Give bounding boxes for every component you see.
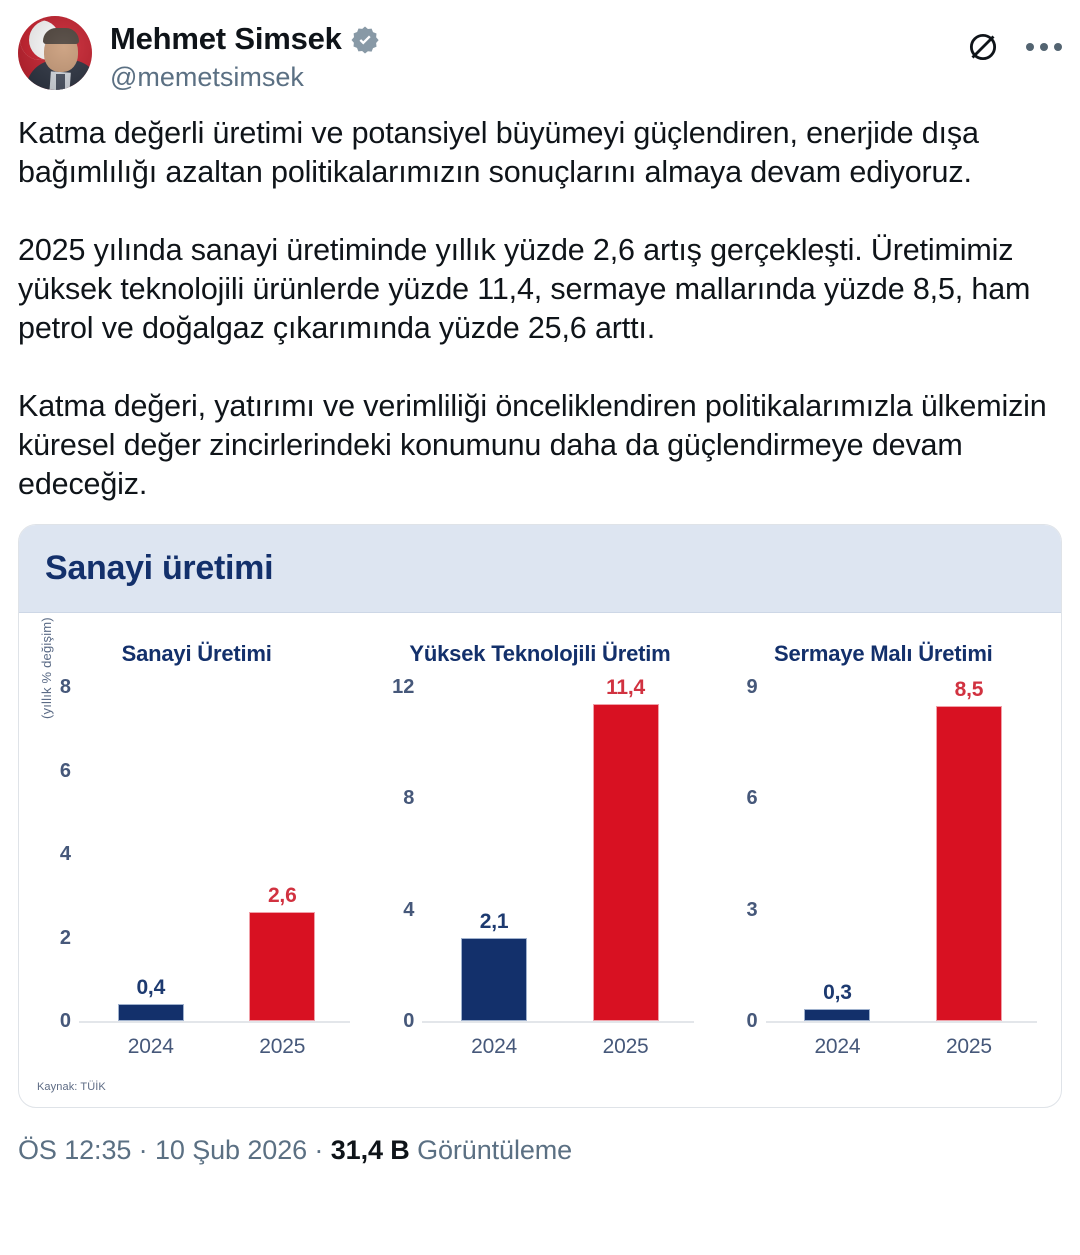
- chart-plot-area: [712, 676, 1055, 1058]
- chart-panel-sermaye-mali-uretimi: [712, 627, 1055, 1107]
- chart-x-tick: 2025: [602, 1035, 649, 1058]
- tweet-time: ÖS 12:35: [18, 1135, 132, 1165]
- chart-x-axis-line: [79, 1021, 350, 1023]
- paragraph-spacer-2: [18, 348, 1062, 387]
- chart-plot-area: [368, 675, 711, 1058]
- chart-y-tick: 2: [59, 926, 71, 949]
- chart-bar-value-label: 8,5: [954, 677, 984, 701]
- chart-title: Sanayi Üretimi: [121, 641, 272, 666]
- chart-y-tick: 8: [403, 787, 415, 810]
- chart-x-tick: 2024: [814, 1035, 861, 1058]
- verified-badge-icon: [350, 25, 380, 55]
- author-handle[interactable]: @memetsimsek: [110, 62, 304, 92]
- author-display-name[interactable]: Mehmet Simsek: [110, 21, 342, 56]
- grok-icon[interactable]: [966, 30, 1000, 64]
- chart-y-tick: 0: [403, 1010, 415, 1032]
- avatar[interactable]: [18, 16, 92, 90]
- chart-bar: [936, 706, 1002, 1021]
- chart-x-tick: 2025: [259, 1035, 306, 1058]
- chart-x-tick: 2025: [945, 1035, 992, 1058]
- tweet-paragraph-3: Katma değeri, yatırımı ve verimliliği önceliklendiren politikalarımızla ülkemizin küresel değer zincirlerindeki konumunu daha da güçlendirmeye devam edeceğiz.: [18, 389, 1047, 501]
- chart-bar: [593, 704, 659, 1021]
- chart-card[interactable]: [18, 524, 1062, 1108]
- chart-bar-value-label: 0,4: [136, 976, 166, 1000]
- chart-x-tick: 2024: [127, 1035, 174, 1058]
- footer-separator-1: ·: [131, 1135, 155, 1165]
- chart-y-tick: 6: [746, 787, 758, 810]
- header-actions: [966, 16, 1062, 64]
- views-count: 31,4 B: [330, 1135, 410, 1165]
- chart-y-axis-label: (yıllık % değişim): [39, 617, 54, 719]
- chart-bar: [118, 1004, 184, 1021]
- chart-y-tick: 3: [746, 898, 758, 921]
- tweet-text: [18, 114, 1062, 504]
- tweet-date: 10 Şub 2026: [154, 1135, 308, 1165]
- more-options-icon[interactable]: [1026, 30, 1062, 64]
- tweet-header: [18, 0, 1062, 104]
- chart-y-tick: 0: [746, 1010, 758, 1032]
- chart-card-title: Sanayi üretimi: [45, 549, 274, 587]
- chart-panel-sanayi-uretimi: [25, 617, 368, 1107]
- dot-3: [1054, 43, 1062, 51]
- tweet-paragraph-1: Katma değerli üretimi ve potansiyel büyümeyi güçlendiren, enerjide dışa bağımlılığı azaltan politikalarımızın sonuçlarını almaya devam ediyoruz.: [18, 116, 979, 189]
- dot-1: [1026, 43, 1034, 51]
- chart-bar-value-label: 11,4: [606, 675, 646, 699]
- chart-bar: [249, 912, 315, 1021]
- chart-panel-yuksek-teknolojili-uretim: [368, 627, 711, 1107]
- chart-card-body: [19, 613, 1061, 1107]
- chart-bar-value-label: 2,1: [479, 909, 509, 933]
- chart-plot-area: [25, 676, 368, 1058]
- chart-y-tick: 6: [59, 759, 71, 782]
- chart-source-note: Kaynak: TÜİK: [37, 1081, 106, 1093]
- chart-card-header: [19, 525, 1061, 613]
- chart-bar: [804, 1009, 870, 1021]
- chart-x-axis-line: [766, 1021, 1037, 1023]
- chart-y-tick: 9: [746, 676, 758, 698]
- chart-y-tick: 4: [59, 843, 71, 865]
- chart-title: Yüksek Teknolojili Üretim: [409, 641, 671, 666]
- views-label: Görüntüleme: [409, 1135, 573, 1165]
- chart-title: Sermaye Malı Üretimi: [774, 641, 993, 666]
- author-block: [110, 16, 966, 95]
- chart-y-tick: 12: [392, 676, 415, 698]
- dot-2: [1040, 43, 1048, 51]
- chart-y-tick: 0: [59, 1010, 71, 1032]
- chart-bar: [461, 938, 527, 1022]
- avatar-shading: [18, 16, 92, 90]
- tweet-paragraph-2: 2025 yılında sanayi üretiminde yıllık yüzde 2,6 artış gerçekleşti. Üretimimiz yüksek teknolojili ürünlerde yüzde 11,4, sermaye mallarında yüzde 8,5, ham petrol ve doğalgaz çıkarımında yüzde 25,6 arttı.: [18, 233, 1031, 345]
- tweet-footer: [18, 1132, 1062, 1168]
- author-name-row: [110, 20, 966, 58]
- paragraph-spacer-1: [18, 192, 1062, 231]
- chart-y-tick: 4: [403, 898, 415, 921]
- chart-x-axis-line: [422, 1021, 693, 1023]
- chart-bar-value-label: 2,6: [267, 884, 297, 908]
- chart-y-tick: 8: [59, 676, 71, 698]
- chart-bar-value-label: 0,3: [823, 981, 852, 1004]
- chart-x-tick: 2024: [471, 1035, 518, 1058]
- footer-separator-2: ·: [307, 1135, 331, 1165]
